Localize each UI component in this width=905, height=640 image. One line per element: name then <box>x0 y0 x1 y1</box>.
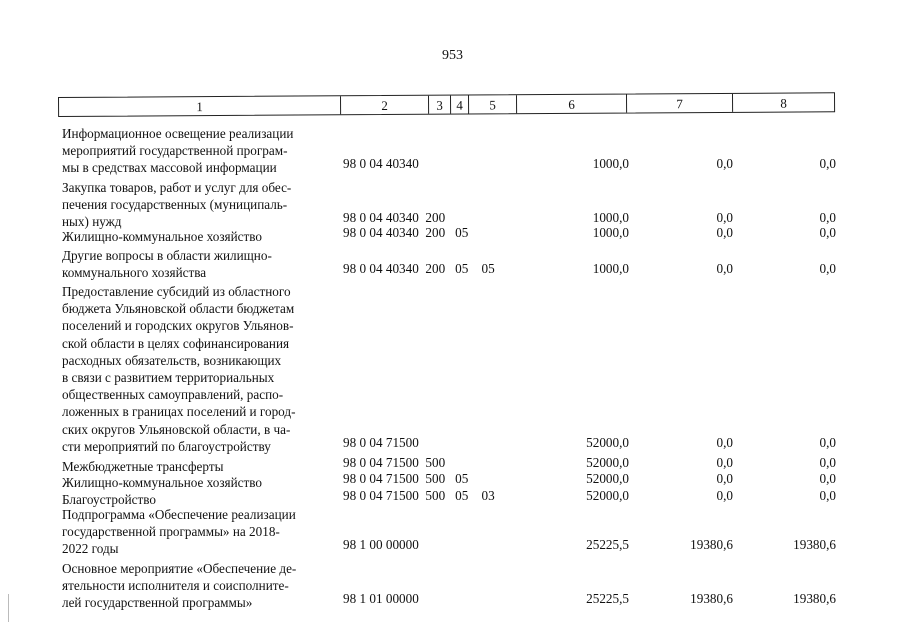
row-name-line: ской области в целях софинансирования <box>62 335 290 351</box>
row-value-col8: 0,0 <box>819 488 836 503</box>
row-name <box>62 247 337 281</box>
header-col-6: 6 <box>517 95 627 114</box>
row-value-col8: 19380,6 <box>793 591 836 607</box>
row-name-line: в связи с развитием территориальных <box>62 370 275 386</box>
page-number: 953 <box>442 48 463 63</box>
row-name-line: Жилищно-коммунальное хозяйство <box>62 229 263 244</box>
column-header-row <box>58 92 835 117</box>
header-col-7: 7 <box>627 94 733 113</box>
row-name-line: государственной программы» на 2018- <box>62 524 280 540</box>
row-name-line: Другие вопросы в области жилищно- <box>62 248 272 263</box>
row-value-col8: 19380,6 <box>793 537 836 553</box>
scan-margin-mark <box>8 594 9 622</box>
row-value-col7: 0,0 <box>716 210 733 226</box>
row-name <box>62 179 337 231</box>
row-value-col7: 0,0 <box>716 488 733 503</box>
row-value-col6: 1000,0 <box>592 261 629 277</box>
row-name <box>62 125 337 177</box>
row-value-col6: 25225,5 <box>586 537 629 553</box>
row-value-col7: 0,0 <box>716 455 733 470</box>
row-value-col6: 52000,0 <box>586 455 629 470</box>
row-name <box>62 506 337 558</box>
row-name-line: ложенных в границах поселений и город- <box>62 404 296 420</box>
row-name-line: Информационное освещение реализации <box>62 126 294 141</box>
row-code: 98 0 04 40340 200 <box>343 210 446 226</box>
header-col-1: 1 <box>59 96 341 116</box>
row-name-line: лей государственной программы» <box>62 595 253 611</box>
row-code: 98 0 04 71500 500 <box>343 455 446 470</box>
row-value-col6: 1000,0 <box>592 156 629 172</box>
row-value-col7: 0,0 <box>716 156 733 172</box>
row-value-col6: 52000,0 <box>586 471 629 486</box>
row-value-col8: 0,0 <box>819 225 836 240</box>
row-value-col8: 0,0 <box>819 455 836 470</box>
row-name-line: ятельности исполнителя и соисполните- <box>62 578 289 594</box>
row-name-line: печения государственных (муниципаль- <box>62 197 288 213</box>
row-name-line: Жилищно-коммунальное хозяйство <box>62 475 263 490</box>
row-name-line: мы в средствах массовой информации <box>62 160 277 176</box>
row-name-line: Предоставление субсидий из областного <box>62 284 291 299</box>
row-code: 98 0 04 71500 500 05 <box>343 471 469 486</box>
row-value-col7: 0,0 <box>716 434 733 450</box>
row-name <box>62 560 337 612</box>
row-name-line: поселений и городских округов Ульянов- <box>62 318 294 334</box>
row-name-line: Благоустройство <box>62 492 156 507</box>
row-code: 98 0 04 71500 500 05 03 <box>343 488 495 503</box>
row-code: 98 0 04 40340 200 05 05 <box>343 261 495 277</box>
row-name-line: общественных самоуправлений, распо- <box>62 387 284 403</box>
row-name <box>62 474 337 491</box>
row-name-line: Подпрограмма «Обеспечение реализации <box>62 507 296 522</box>
row-value-col6: 52000,0 <box>586 434 629 450</box>
row-value-col7: 19380,6 <box>690 591 733 607</box>
row-value-col7: 0,0 <box>716 471 733 486</box>
row-name-line: 2022 годы <box>62 541 119 557</box>
row-name-line: сти мероприятий по благоустройству <box>62 438 271 454</box>
row-value-col8: 0,0 <box>819 434 836 450</box>
row-name <box>62 458 337 475</box>
row-name <box>62 228 337 245</box>
row-name <box>62 283 337 455</box>
header-col-2: 2 <box>341 96 429 115</box>
row-value-col6: 52000,0 <box>586 488 629 503</box>
row-value-col6: 25225,5 <box>586 591 629 607</box>
row-name-line: ских округов Ульяновской области, в ча- <box>62 421 291 437</box>
row-code: 98 0 04 71500 <box>343 434 419 450</box>
row-name-line: Основное мероприятие «Обеспечение де- <box>62 561 297 576</box>
row-value-col6: 1000,0 <box>592 225 629 240</box>
row-code: 98 1 00 00000 <box>343 537 419 553</box>
row-value-col7: 0,0 <box>716 225 733 240</box>
row-name-line: бюджета Ульяновской области бюджетам <box>62 301 295 317</box>
row-name-line: ных) нужд <box>62 214 122 230</box>
row-value-col8: 0,0 <box>819 210 836 226</box>
row-name-line: расходных обязательств, возникающих <box>62 352 282 368</box>
row-name-line: коммунального хозяйства <box>62 265 207 281</box>
header-col-5: 5 <box>469 95 517 113</box>
header-col-4: 4 <box>451 95 469 113</box>
row-code: 98 1 01 00000 <box>343 591 419 607</box>
row-value-col7: 19380,6 <box>690 537 733 553</box>
row-name-line: мероприятий государственной програм- <box>62 143 288 159</box>
header-col-3: 3 <box>429 96 451 114</box>
row-value-col8: 0,0 <box>819 156 836 172</box>
row-value-col8: 0,0 <box>819 471 836 486</box>
row-name-line: Межбюджетные трансферты <box>62 459 224 474</box>
header-col-8: 8 <box>780 95 787 111</box>
row-code: 98 0 04 40340 200 05 <box>343 225 469 240</box>
row-name-line: Закупка товаров, работ и услуг для обес- <box>62 180 292 195</box>
row-code: 98 0 04 40340 <box>343 156 419 172</box>
row-value-col7: 0,0 <box>716 261 733 277</box>
row-value-col8: 0,0 <box>819 261 836 277</box>
row-value-col6: 1000,0 <box>592 210 629 226</box>
